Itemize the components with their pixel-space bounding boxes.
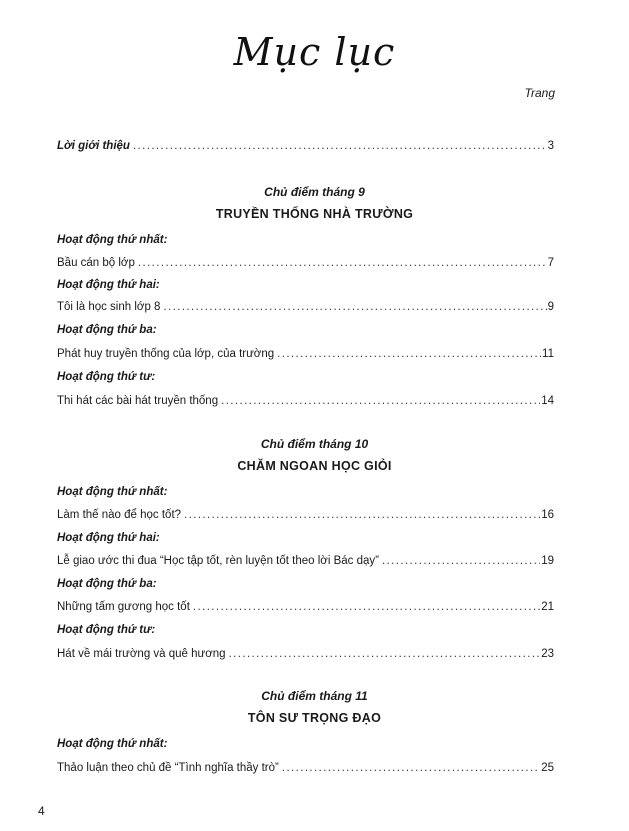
page-number: 4 <box>38 804 45 818</box>
section-month: Chủ điểm tháng 10 <box>260 437 369 451</box>
activity-label: Hoạt động thứ hai: <box>57 279 160 291</box>
leader-dots <box>229 646 541 662</box>
section-title: TÔN SƯ TRỌNG ĐẠO <box>247 711 382 725</box>
leader-dots <box>193 599 540 615</box>
leader-dots <box>382 553 540 569</box>
toc-entry <box>57 297 554 315</box>
toc-entry <box>57 505 554 523</box>
leader-dots <box>184 507 540 523</box>
activity-label: Hoạt động thứ nhất: <box>57 234 168 246</box>
toc-entry-intro <box>57 136 554 154</box>
toc-entry <box>57 644 554 662</box>
leader-dots <box>138 255 547 271</box>
toc-entry-text: Thảo luận theo chủ đề “Tình nghĩa thầy trò” <box>57 762 279 774</box>
toc-entry-text: Làm thế nào để học tốt? <box>57 509 182 521</box>
leader-dots <box>133 138 547 154</box>
section-title: TRUYỀN THỐNG NHÀ TRƯỜNG <box>215 207 414 221</box>
toc-entry <box>57 758 554 776</box>
toc-entry-text: Những tấm gương học tốt <box>57 601 190 613</box>
leader-dots <box>163 299 546 315</box>
activity-label: Hoạt động thứ nhất: <box>57 738 168 750</box>
activity-label: Hoạt động thứ hai: <box>57 532 160 544</box>
toc-entry-page: 11 <box>542 348 554 360</box>
activity-label: Hoạt động thứ tư: <box>57 624 156 636</box>
toc-entry <box>57 551 554 569</box>
toc-entry-page: 3 <box>547 140 554 152</box>
activity-label: Hoạt động thứ ba: <box>57 578 157 590</box>
section-month: Chủ điểm tháng 11 <box>261 689 368 703</box>
toc-entry <box>57 391 554 409</box>
page-column-label: Trang <box>524 86 555 100</box>
toc-entry-page: 14 <box>541 395 554 407</box>
activity-label: Hoạt động thứ tư: <box>57 371 156 383</box>
leader-dots <box>277 346 541 362</box>
toc-entry-text: Lễ giao ước thi đua “Học tập tốt, rèn luyện tốt theo lời Bác dạy” <box>57 555 379 567</box>
toc-entry-page: 21 <box>541 601 554 613</box>
toc-entry-text: Phát huy truyền thống của lớp, của trường <box>57 348 275 360</box>
toc-entry-text: Hát về mái trường và quê hương <box>57 648 226 660</box>
toc-entry-page: 7 <box>547 257 554 269</box>
toc-entry-text: Thi hát các bài hát truyền thống <box>57 395 219 407</box>
toc-entry-text: Lời giới thiệu <box>57 140 130 152</box>
leader-dots <box>282 760 540 776</box>
toc-entry-text: Tôi là học sinh lớp 8 <box>57 301 161 313</box>
leader-dots <box>221 393 540 409</box>
activity-label: Hoạt động thứ ba: <box>57 324 157 336</box>
toc-entry-page: 23 <box>541 648 554 660</box>
toc-entry-page: 9 <box>547 301 554 313</box>
toc-entry <box>57 597 554 615</box>
section-month: Chủ điểm tháng 9 <box>264 185 365 199</box>
section-title: CHĂM NGOAN HỌC GIỎI <box>237 459 392 473</box>
toc-entry-text: Bầu cán bộ lớp <box>57 257 135 269</box>
page-title: Mục lục <box>233 30 396 74</box>
toc-entry-page: 16 <box>541 509 554 521</box>
activity-label: Hoạt động thứ nhất: <box>57 486 168 498</box>
toc-entry <box>57 344 554 362</box>
toc-entry-page: 25 <box>541 762 554 774</box>
toc-entry <box>57 253 554 271</box>
toc-entry-page: 19 <box>541 555 554 567</box>
